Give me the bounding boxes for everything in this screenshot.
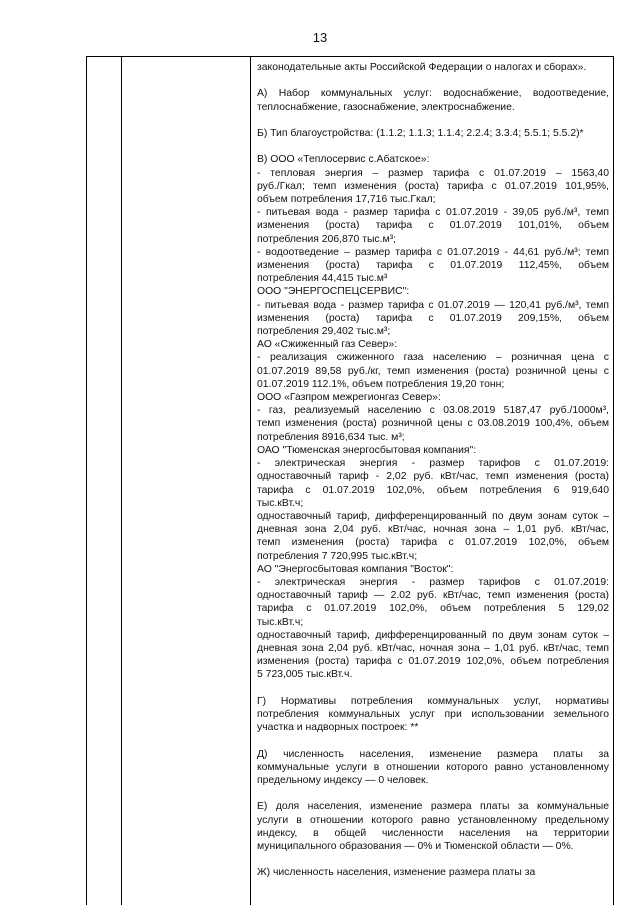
text-line: потребления 44,415 тыс.м³ [257, 273, 388, 285]
text-line: услуги в отношении которого равно установленному предельному [257, 814, 609, 826]
text-line: Г) Нормативы потребления коммунальных услуг, нормативы [257, 695, 609, 707]
text-line: предельному индексу — 0 человек. [257, 774, 429, 786]
text-line: - газ, реализуемый населению с 03.08.2019 5187,47 руб./1000м³, [257, 405, 609, 417]
text-line: - реализация сжиженного газа населению – розничная цена с [257, 352, 609, 364]
text-line: А) Набор коммунальных услуг: водоснабжение, водоотведение, [257, 88, 609, 100]
text-line: одноставочный тариф - 2,02 руб. кВт/час, темп изменения (роста) [257, 471, 609, 483]
blank-line [257, 853, 609, 866]
text-line: дневная зона 2,04 руб. кВт/час, ночная зона – 1,01 руб. кВт/час, [257, 524, 609, 536]
text-line: - водоотведение – размер тарифа с 01.07.2019 - 44,61 руб./м³; темп [257, 246, 609, 258]
text-line: индексу, в общей численности населения на территории [257, 827, 609, 839]
text-line: - питьевая вода - размер тарифа с 01.07.2019 - 39,05 руб./м³, темп [257, 207, 609, 219]
text-line: ООО «Газпром межрегионгаз Север»: [257, 392, 441, 404]
text-line: - электрическая энергия - размер тарифов с 01.07.2019: [257, 576, 609, 588]
text-line: ОАО "Тюменская энергосбытовая компания": [257, 444, 477, 456]
page-number: 13 [312, 30, 328, 45]
text-line: Б) Тип благоустройства: (1.1.2; 1.1.3; 1.1.4; 2.2.4; 3.3.4; 5.5.1; 5.5.2)* [257, 128, 584, 140]
text-line: объем потребления 17,716 тыс.Гкал; [257, 194, 436, 206]
text-line: тарифа с 01.07.2019 102,0%, объем потребления 5 129,02 [257, 603, 609, 615]
text-line: тарифа с 01.07.2019 102,0%, объем потребления 6 919,640 [257, 484, 609, 496]
text-line: В) ООО «Теплосервис с.Абатское»: [257, 154, 430, 166]
text-line: руб./Гкал; темп изменения (роста) тарифа с 01.07.2019 101,95%, [257, 180, 609, 192]
text-line: тыс.кВт.ч; [257, 497, 304, 509]
text-line: Ж) численность населения, изменение размера платы за [257, 867, 536, 879]
table-content-cell [257, 61, 609, 880]
text-line: АО "Энергосбытовая компания "Восток": [257, 563, 454, 575]
text-line: 5 723,005 тыс.кВт.ч. [257, 669, 353, 681]
text-line: ООО "ЭНЕРГОСПЕЦСЕРВИС": [257, 286, 410, 298]
text-line: одноставочный тариф — 2.02 руб. кВт/час, темп изменения (роста) [257, 590, 609, 602]
text-line: потребления 8916,634 тыс. м³; [257, 431, 405, 443]
text-line: АО «Сжиженный газ Север»: [257, 339, 398, 351]
text-line: тыс.кВт.ч; [257, 616, 304, 628]
text-line: изменения (роста) тарифа с 01.07.2019 112,45%, объем [257, 260, 609, 272]
text-line: законодательные акты Российской Федерации о налогах и сборах». [257, 62, 587, 73]
text-line: темп изменения (роста) розничной цены с 03.08.2019 100,4%, объем [257, 418, 609, 430]
text-line: муниципального образования — 0% и Тюменской области — 0%. [257, 840, 574, 852]
text-line: - питьевая вода - размер тарифа с 01.07.2019 — 120,41 руб./м³, темп [257, 299, 609, 311]
text-line: участка и надворных построек: ** [257, 722, 419, 734]
text-line: потребления 29,402 тыс.м³; [257, 326, 391, 338]
text-line: изменения (роста) тарифа с 01.07.2019 102,0%, объем потребления [257, 656, 609, 668]
blank-line [257, 74, 609, 87]
text-line: изменения (роста) тарифа с 01.07.2019 101,01%, объем [257, 220, 609, 232]
text-line: изменения (роста) тарифа с 01.07.2019 209,15%, объем [257, 312, 609, 324]
blank-line [257, 734, 609, 747]
table-column-divider [250, 57, 251, 905]
document-table [86, 56, 614, 905]
text-line: одноставочный тариф, дифференцированный по двум зонам суток – [257, 510, 609, 522]
text-line: Д) численность населения, изменение размера платы за [257, 748, 609, 760]
text-line: коммунальные услуги в отношении которого равно установленному [257, 761, 609, 773]
text-line: потребления 7 720,995 тыс.кВт.ч; [257, 550, 418, 562]
blank-line [257, 114, 609, 127]
text-line: 01.07.2019 112.1%, объем потребления 19,20 тонн; [257, 378, 505, 390]
text-line: потребления коммунальных услуг при использовании земельного [257, 708, 609, 720]
text-line: - электрическая энергия - размер тарифов с 01.07.2019: [257, 458, 609, 470]
text-line: 01.07.2019 89,58 руб./кг, темп изменения (роста) розничной цены с [257, 365, 609, 377]
table-column-divider [121, 57, 122, 905]
text-line: темп изменения (роста) тарифа с 01.07.2019 102,0%, объем [257, 537, 609, 549]
text-line: теплоснабжение, газоснабжение, электроснабжение. [257, 101, 515, 113]
blank-line [257, 682, 609, 695]
text-line: - тепловая энергия – размер тарифа с 01.07.2019 – 1563,40 [257, 167, 609, 179]
blank-line [257, 140, 609, 153]
text-line: потребления 206,870 тыс.м³; [257, 233, 397, 245]
text-line: дневная зона 2,04 руб. кВт/час, ночная зона – 1,01 руб. кВт/час, темп [257, 642, 609, 654]
text-line: Е) доля населения, изменение размера платы за коммунальные [257, 801, 609, 813]
text-line: одноставочный тариф, дифференцированный по двум зонам суток – [257, 629, 609, 641]
blank-line [257, 787, 609, 800]
